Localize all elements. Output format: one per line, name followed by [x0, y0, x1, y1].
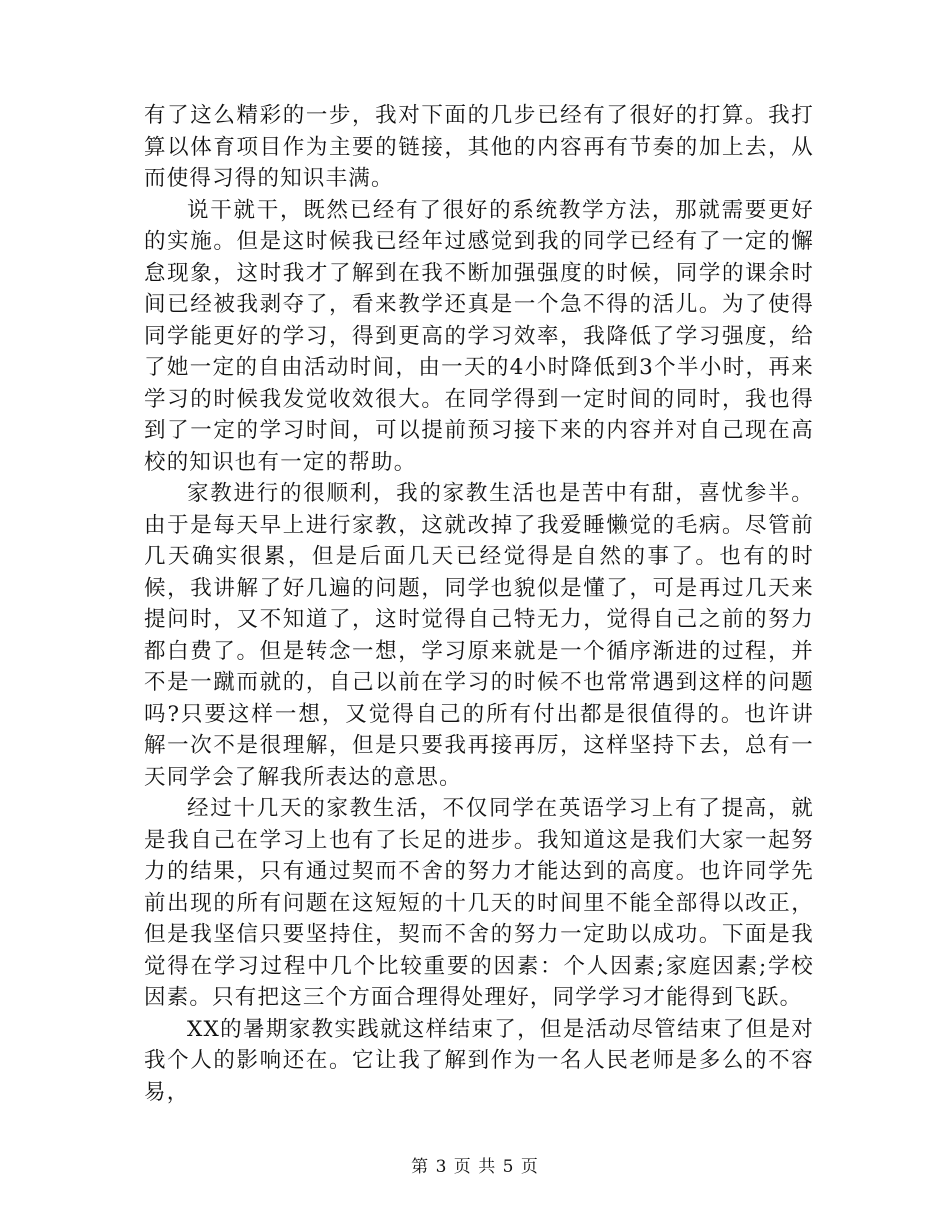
paragraph-1: 有了这么精彩的一步，我对下面的几步已经有了很好的打算。我打算以体育项目作为主要的链接，其他的内容再有节奏的加上去，从而使得习得的知识丰满。	[144, 103, 814, 191]
document-body	[144, 100, 814, 1108]
paragraph-3: 家教进行的很顺利，我的家教生活也是苦中有甜，喜忧参半。由于是每天早上进行家教，这就改掉了我爱睡懒觉的毛病。尽管前几天确实很累，但是后面几天已经觉得是自然的事了。也有的时候，我讲解了好几遍的问题，同学也貌似是懂了，可是再过几天来提问时，又不知道了，这时觉得自己特无力，觉得自己之前的努力都白费了。但是转念一想，学习原来就是一个循序渐进的过程，并不是一蹴而就的，自己以前在学习的时候不也常常遇到这样的问题吗?只要这样一想，又觉得自己的所有付出都是很值得的。也许讲解一次不是很理解，但是只要我再接再厉，这样坚持下去，总有一天同学会了解我所表达的意思。	[144, 481, 814, 790]
paragraph-4: 经过十几天的家教生活，不仅同学在英语学习上有了提高，就是我自己在学习上也有了长足的进步。我知道这是我们大家一起努力的结果，只有通过契而不舍的努力才能达到的高度。也许同学先前出现的所有问题在这短短的十几天的时间里不能全部得以改正，但是我坚信只要坚持住，契而不舍的努力一定助以成功。下面是我觉得在学习过程中几个比较重要的因素：个人因素;家庭因素;学校因素。只有把这三个方面合理得处理好，同学学习才能得到飞跃。	[144, 796, 814, 1010]
paragraph-5: XX的暑期家教实践就这样结束了，但是活动尽管结束了但是对我个人的影响还在。它让我了解到作为一名人民老师是多么的不容易，	[144, 1016, 814, 1105]
paragraph-2: 说干就干，既然已经有了很好的系统教学方法，那就需要更好的实施。但是这时候我已经年过感觉到我的同学已经有了一定的懈怠现象，这时我才了解到在我不断加强强度的时候，同学的课余时间已经被我剥夺了，看来教学还真是一个急不得的活儿。为了使得同学能更好的学习，得到更高的学习效率，我降低了学习强度，给了她一定的自由活动时间，由一天的4小时降低到3个半小时，再来学习的时候我发觉收效很大。在同学得到一定时间的同时，我也得到了一定的学习时间，可以提前预习接下来的内容并对自己现在高校的知识也有一定的帮助。	[144, 197, 814, 475]
page-footer: 第 3 页 共 5 页	[411, 1157, 539, 1177]
